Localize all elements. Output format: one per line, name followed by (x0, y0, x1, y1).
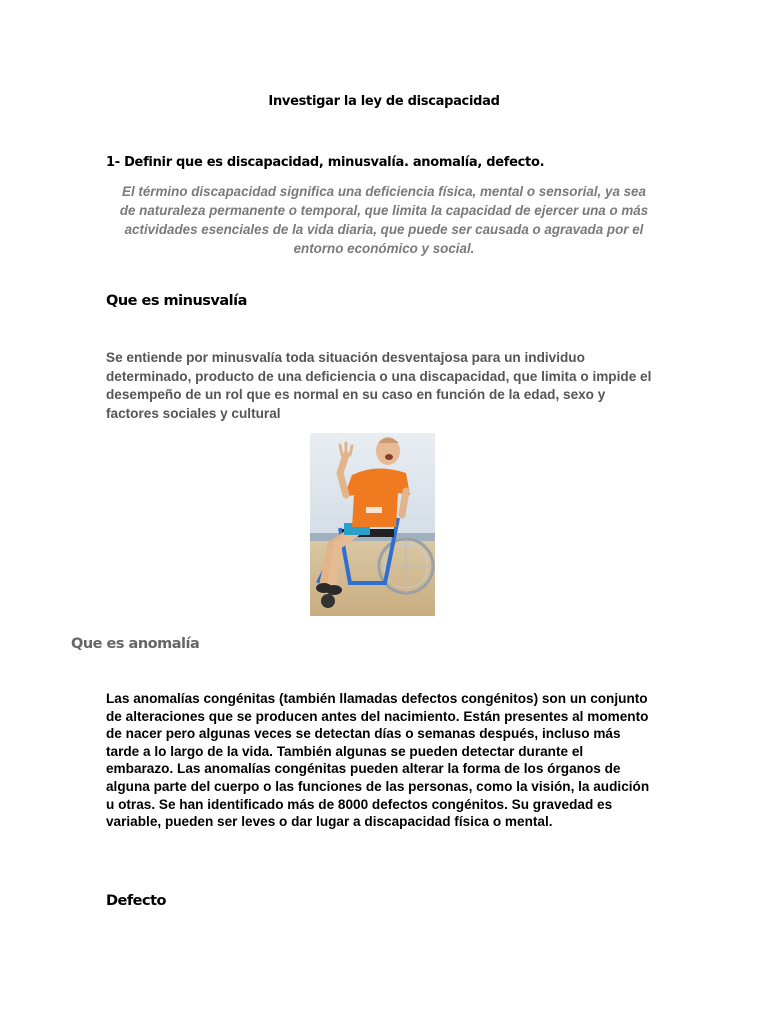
definition-line: de naturaleza permanente o temporal, que limita la capacidad de ejercer una o más (119, 203, 649, 218)
paragraph-line: factores sociales y cultural (106, 405, 281, 421)
definition-line: actividades esenciales de la vida diaria, que puede ser causada o agravada por el (124, 222, 644, 237)
definition-paragraph (106, 182, 662, 258)
minusvalia-paragraph (106, 349, 666, 423)
person-in-wheelchair-icon (310, 433, 435, 616)
paragraph-line: tarde a lo largo de la vida. También algunas se pueden detectar durante el (106, 743, 584, 759)
paragraph-line: determinado, producto de una deficiencia o una discapacidad, que limita o impide el (106, 368, 652, 384)
paragraph-line: embarazo. Las anomalías congénitas pueden alterar la forma de los órganos de (106, 761, 621, 777)
definition-line: entorno económico y social. (293, 241, 475, 256)
paragraph-line: u otras. Se han identificado más de 8000 defectos congénitos. Su gravedad es (106, 796, 613, 812)
paragraph-line: alguna parte del cuerpo o las funciones de las personas, como la visión, la audición (106, 778, 650, 794)
paragraph-line: variable, pueden ser leves o dar lugar a discapacidad física o mental. (106, 814, 553, 830)
question-heading: 1- Definir que es discapacidad, minusvalía. anomalía, defecto. (106, 155, 545, 170)
minusvalia-heading: Que es minusvalía (106, 293, 247, 309)
anomalia-paragraph (106, 690, 666, 831)
definition-line: El término discapacidad significa una deficiencia física, mental o sensorial, ya sea (122, 184, 646, 199)
paragraph-line: desempeño de un rol que es normal en su caso en función de la edad, sexo y (106, 387, 606, 402)
paragraph-line: Las anomalías congénitas (también llamadas defectos congénitos) son un conjunto (106, 691, 648, 706)
document-title: Investigar la ley de discapacidad (268, 94, 500, 109)
anomalia-heading: Que es anomalía (71, 636, 200, 652)
paragraph-line: Se entiende por minusvalía toda situación desventajosa para un individuo (106, 350, 585, 365)
paragraph-line: de alteraciones que se producen antes del nacimiento. Están presentes al momento (106, 708, 649, 724)
paragraph-line: de nacer pero algunas veces se detectan días o semanas después, incluso más (106, 726, 621, 742)
defecto-heading: Defecto (106, 893, 167, 909)
wheelchair-photo (310, 433, 435, 616)
